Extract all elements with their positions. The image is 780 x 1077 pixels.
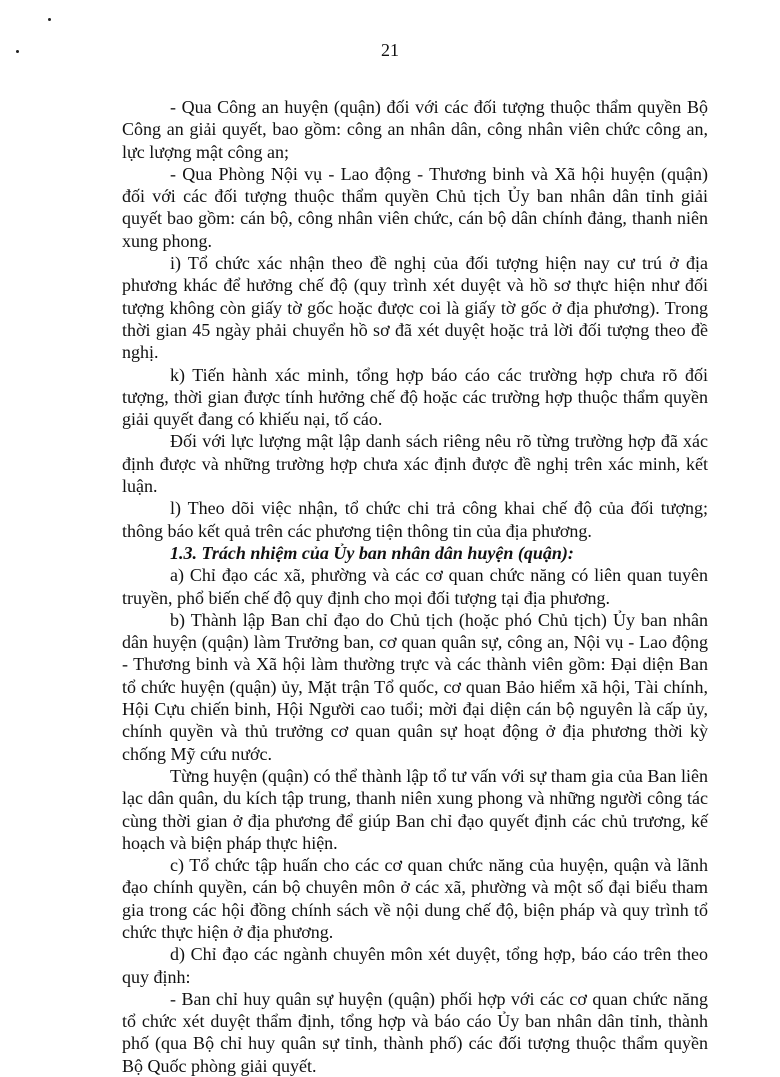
paragraph: Từng huyện (quận) có thể thành lập tổ tư vấn với sự tham gia của Ban liên lạc dân quân, du kích tập trung, thanh niên xung phong và những người công tác cùng thời gian ở địa phương để giúp Ban chỉ đạo quyết định các chủ trương, kế hoạch và biện pháp thực hiện. xyxy=(122,765,708,853)
section-heading: 1.3. Trách nhiệm của Ủy ban nhân dân huyện (quận): xyxy=(170,542,574,563)
paragraph: k) Tiến hành xác minh, tổng hợp báo cáo các trường hợp chưa rõ đối tượng, thời gian được tính hưởng chế độ hoặc các trường hợp thuộc thẩm quyền giải quyết đang có khiếu nại, tố cáo. xyxy=(122,364,708,430)
paragraph: - Qua Phòng Nội vụ - Lao động - Thương binh và Xã hội huyện (quận) đối với các đối tượng thuộc thẩm quyền Chủ tịch Ủy ban nhân dân tỉnh giải quyết bao gồm: cán bộ, công nhân viên chức, cán bộ dân chính đảng, thanh niên xung phong. xyxy=(122,163,708,251)
paragraph: - Qua Công an huyện (quận) đối với các đối tượng thuộc thẩm quyền Bộ Công an giải quyết, bao gồm: công an nhân dân, công nhân viên chức công an, lực lượng mật công an; xyxy=(122,97,708,162)
paragraph: c) Tổ chức tập huấn cho các cơ quan chức năng của huyện, quận và lãnh đạo chính quyền, cán bộ chuyên môn ở các xã, phường và một số đại biểu tham gia trong các hội đồng chính sách về nội dung chế độ, biện pháp và quy trình tổ chức thực hiện ở địa phương. xyxy=(122,855,708,942)
paragraph: i) Tổ chức xác nhận theo đề nghị của đối tượng hiện nay cư trú ở địa phương khác để hưởng chế độ (quy trình xét duyệt và hồ sơ thực hiện như đối tượng không còn giấy tờ gốc hoặc được coi là giấy tờ gốc ở địa phương). Trong thời gian 45 ngày phải chuyển hồ sơ đã xét duyệt hoặc trả lời đối tượng theo đề nghị. xyxy=(122,253,708,363)
document-body xyxy=(122,96,708,1077)
paragraph: a) Chỉ đạo các xã, phường và các cơ quan chức năng có liên quan tuyên truyền, phổ biến chế độ quy định cho mọi đối tượng tại địa phương. xyxy=(122,565,708,608)
paragraph: l) Theo dõi việc nhận, tổ chức chi trả công khai chế độ của đối tượng; thông báo kết quả trên các phương tiện thông tin của địa phương. xyxy=(122,498,708,541)
paragraph: b) Thành lập Ban chỉ đạo do Chủ tịch (hoặc phó Chủ tịch) Ủy ban nhân dân huyện (quận) làm Trưởng ban, cơ quan quân sự, công an, Nội vụ - Lao động - Thương binh và Xã hội làm thường trực và các thành viên gồm: Đại diện Ban tổ chức huyện (quận) ủy, Mặt trận Tổ quốc, cơ quan Bảo hiểm xã hội, Tài chính, Hội Cựu chiến binh, Hội Người cao tuổi; mời đại diện cán bộ nguyên là cấp ủy, chính quyền và thủ trưởng cơ quan quân sự hoạt động ở địa phương thời kỳ chống Mỹ cứu nước. xyxy=(122,609,708,764)
page-number: 21 xyxy=(381,40,399,60)
paragraph: d) Chỉ đạo các ngành chuyên môn xét duyệt, tổng hợp, báo cáo trên theo quy định: xyxy=(122,944,708,987)
paragraph: Đối với lực lượng mật lập danh sách riêng nêu rõ từng trường hợp đã xác định được và những trường hợp chưa xác định được đề nghị trên xác minh, kết luận. xyxy=(122,431,708,497)
paragraph: - Ban chỉ huy quân sự huyện (quận) phối hợp với các cơ quan chức năng tổ chức xét duyệt thẩm định, tổng hợp và báo cáo Ủy ban nhân dân tỉnh, thành phố (qua Bộ chỉ huy quân sự tỉnh, thành phố) các đối tượng thuộc thẩm quyền Bộ Quốc phòng giải quyết. xyxy=(122,988,708,1076)
scan-speck xyxy=(48,18,51,21)
